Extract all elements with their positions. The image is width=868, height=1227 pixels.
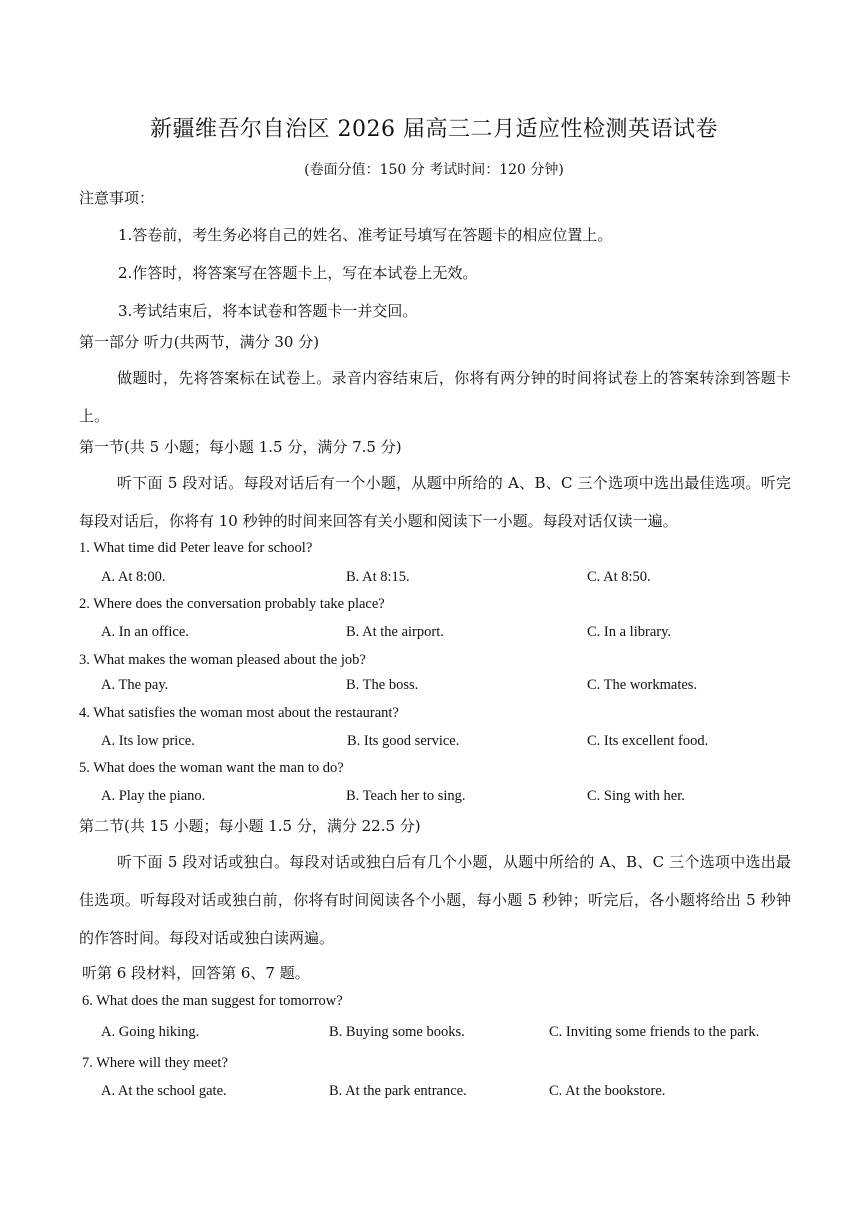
option-a: A. At the school gate. bbox=[101, 1083, 227, 1099]
section2-heading: 第二节(共 15 小题；每小题 1.5 分，满分 22.5 分) bbox=[79, 817, 421, 835]
option-c: C. In a library. bbox=[587, 624, 672, 640]
option-c: C. At the bookstore. bbox=[549, 1083, 666, 1099]
option-a: A. Its low price. bbox=[101, 733, 195, 749]
section2-instructions: 听下面 5 段对话或独白。每段对话或独白后有几个小题，从题中所给的 A、B、C 三个选项中选出最佳选项。听每段对话或独白前，你将有时间阅读各个小题，每小题 5 秒钟；听完后，各小题将给出 5 秒钟的作答时间。每段对话或独白读两遍。 bbox=[79, 853, 791, 947]
question-stem: 4. What satisfies the woman most about the restaurant? bbox=[79, 705, 399, 721]
option-c: C. The workmates. bbox=[587, 677, 698, 693]
option-c: C. Its excellent food. bbox=[587, 733, 709, 749]
section1-instructions: 听下面 5 段对话。每段对话后有一个小题，从题中所给的 A、B、C 三个选项中选出最佳选项。听完每段对话后，你将有 10 秒钟的时间来回答有关小题和阅读下一小题。每段对话仅读一遍。 bbox=[79, 474, 791, 530]
option-b: B. At the park entrance. bbox=[329, 1083, 467, 1099]
option-c: C. Inviting some friends to the park. bbox=[549, 1024, 760, 1040]
question-stem: 6. What does the man suggest for tomorrow? bbox=[82, 993, 343, 1009]
option-a: A. In an office. bbox=[101, 624, 189, 640]
option-b: B. Its good service. bbox=[347, 733, 460, 749]
notice-item: 1.答卷前，考生务必将自己的姓名、准考证号填写在答题卡的相应位置上。 bbox=[118, 226, 613, 244]
option-a: A. Play the piano. bbox=[101, 788, 206, 804]
section1-heading: 第一节(共 5 小题；每小题 1.5 分，满分 7.5 分) bbox=[79, 438, 402, 456]
option-b: B. At 8:15. bbox=[346, 569, 410, 585]
part1-heading: 第一部分 听力(共两节，满分 30 分) bbox=[79, 333, 320, 351]
page-title: 新疆维吾尔自治区 2026 届高三二月适应性检测英语试卷 bbox=[150, 117, 718, 142]
question-stem: 7. Where will they meet? bbox=[82, 1055, 228, 1071]
notice-item: 3.考试结束后，将本试卷和答题卡一并交回。 bbox=[118, 302, 418, 320]
page-subtitle: (卷面分值：150 分 考试时间：120 分钟) bbox=[304, 162, 564, 178]
option-a: A. Going hiking. bbox=[101, 1024, 200, 1040]
question-stem: 1. What time did Peter leave for school? bbox=[79, 540, 313, 556]
question-stem: 3. What makes the woman pleased about the job? bbox=[79, 652, 366, 668]
option-a: A. The pay. bbox=[101, 677, 169, 693]
option-b: B. At the airport. bbox=[346, 624, 444, 640]
notice-heading: 注意事项： bbox=[79, 189, 155, 207]
notice-item: 2.作答时，将答案写在答题卡上，写在本试卷上无效。 bbox=[118, 264, 478, 282]
question-stem: 2. Where does the conversation probably take place? bbox=[79, 596, 385, 612]
option-b: B. The boss. bbox=[346, 677, 419, 693]
option-c: C. At 8:50. bbox=[587, 569, 651, 585]
part1-instructions: 做题时，先将答案标在试卷上。录音内容结束后，你将有两分钟的时间将试卷上的答案转涂到答题卡上。 bbox=[79, 369, 791, 425]
option-c: C. Sing with her. bbox=[587, 788, 685, 804]
option-b: B. Buying some books. bbox=[329, 1024, 465, 1040]
option-b: B. Teach her to sing. bbox=[346, 788, 466, 804]
material-note: 听第 6 段材料，回答第 6、7 题。 bbox=[82, 964, 310, 982]
question-stem: 5. What does the woman want the man to do? bbox=[79, 760, 344, 776]
option-a: A. At 8:00. bbox=[101, 569, 166, 585]
